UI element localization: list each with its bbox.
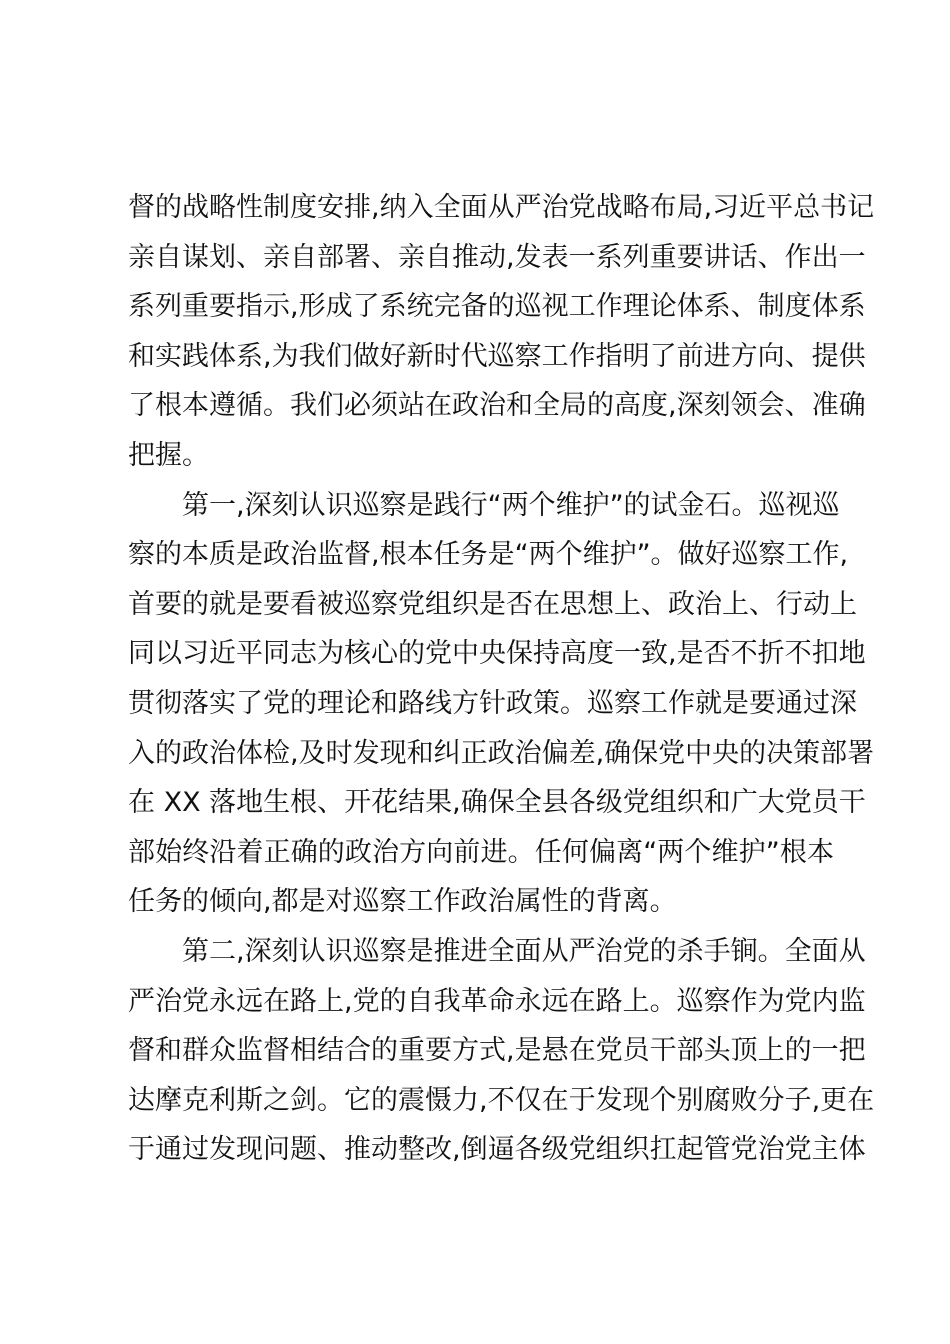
document-body [128, 183, 875, 1175]
paragraph-line: 系列重要指示,形成了系统完备的巡视工作理论体系、制度体系 [128, 291, 866, 323]
paragraph-line: 了根本遵循。我们必须站在政治和全局的高度,深刻领会、准确 [128, 390, 866, 422]
paragraph-line: 严治党永远在路上,党的自我革命永远在路上。巡察作为党内监 [128, 985, 866, 1017]
paragraph-line: 任务的倾向,都是对巡察工作政治属性的背离。 [128, 886, 677, 918]
paragraph-line: 在 XX 落地生根、开花结果,确保全县各级党组织和广大党员干 [128, 787, 866, 819]
paragraph-line: 察的本质是政治监督,根本任务是“两个维护”。做好巡察工作, [128, 539, 849, 571]
paragraph-line: 首要的就是要看被巡察党组织是否在思想上、政治上、行动上 [128, 588, 857, 620]
paragraph-line: 第一,深刻认识巡察是践行“两个维护”的试金石。巡视巡 [182, 489, 840, 521]
paragraph-line: 和实践体系,为我们做好新时代巡察工作指明了前进方向、提供 [128, 340, 866, 372]
paragraph-line: 督的战略性制度安排,纳入全面从严治党战略布局,习近平总书记 [128, 192, 875, 223]
paragraph-line: 部始终沿着正确的政治方向前进。任何偏离“两个维护”根本 [128, 836, 834, 868]
paragraph-line: 于通过发现问题、推动整改,倒逼各级党组织扛起管党治党主体 [128, 1134, 866, 1166]
paragraph-line: 第二,深刻认识巡察是推进全面从严治党的杀手锏。全面从 [182, 935, 866, 967]
paragraph-line: 督和群众监督相结合的重要方式,是悬在党员干部头顶上的一把 [128, 1035, 866, 1067]
paragraph-line: 亲自谋划、亲自部署、亲自推动,发表一系列重要讲话、作出一 [128, 241, 866, 273]
paragraph-line: 把握。 [128, 439, 209, 471]
paragraph-line: 贯彻落实了党的理论和路线方针政策。巡察工作就是要通过深 [128, 687, 857, 719]
paragraph-line: 同以习近平同志为核心的党中央保持高度一致,是否不折不扣地 [128, 638, 866, 670]
paragraph-line: 达摩克利斯之剑。它的震慑力,不仅在于发现个别腐败分子,更在 [128, 1084, 875, 1116]
paragraph-line: 入的政治体检,及时发现和纠正政治偏差,确保党中央的决策部署 [128, 737, 875, 769]
